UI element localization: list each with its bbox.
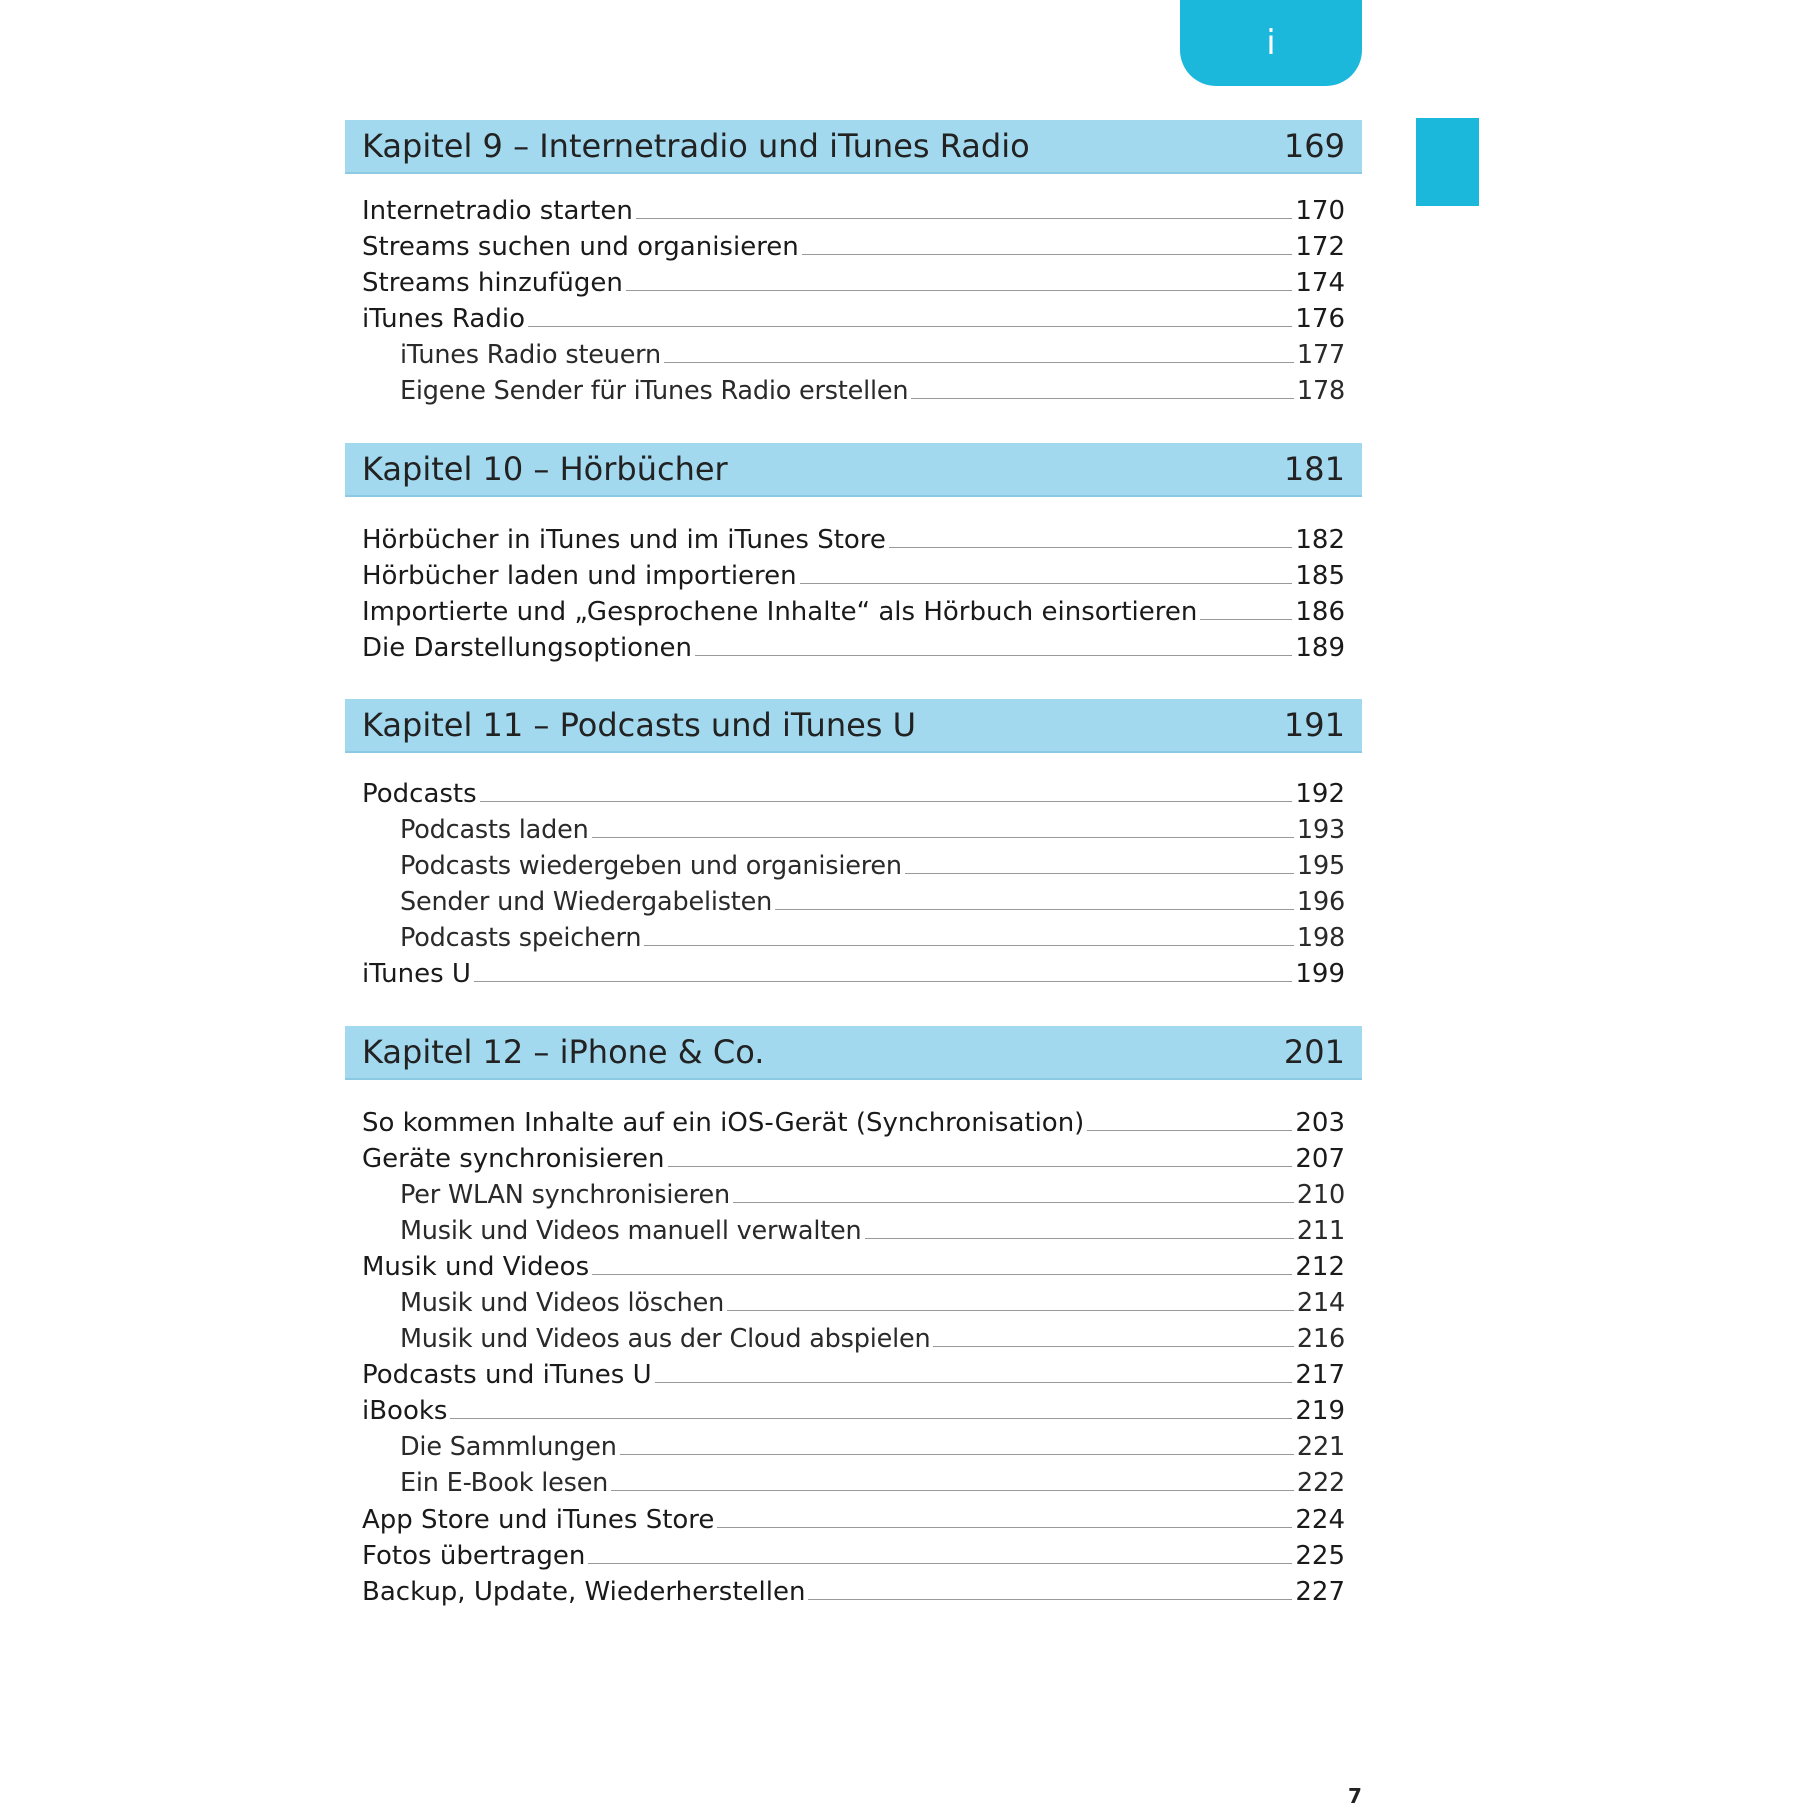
entry-title: Podcasts wiedergeben und organisieren <box>400 851 902 882</box>
toc-subentry[interactable] <box>362 887 1345 923</box>
toc-entry[interactable] <box>362 597 1345 633</box>
toc-subentry[interactable] <box>362 1288 1345 1324</box>
entry-page: 210 <box>1296 1179 1345 1210</box>
chapter-header[interactable] <box>345 699 1362 753</box>
toc-entry[interactable] <box>362 525 1345 561</box>
dot-leader <box>889 547 1292 548</box>
toc-subentry[interactable] <box>362 340 1345 376</box>
dot-leader <box>800 583 1293 584</box>
entry-page: 216 <box>1296 1324 1345 1355</box>
toc-entry[interactable] <box>362 1108 1345 1144</box>
side-thumb-marker <box>1416 118 1479 206</box>
toc-subentry[interactable] <box>362 1468 1345 1504</box>
dot-leader <box>588 1563 1292 1564</box>
entry-title: Hörbücher in iTunes und im iTunes Store <box>362 524 886 555</box>
chapter-12 <box>345 1026 1362 1643</box>
entry-title: Eigene Sender für iTunes Radio erstellen <box>400 376 909 407</box>
entry-page: 170 <box>1295 196 1345 226</box>
entry-title: Importierte und „Gesprochene Inhalte“ als Hörbuch einsortieren <box>362 596 1198 627</box>
dot-leader <box>1087 1130 1292 1131</box>
entry-title: Podcasts und iTunes U <box>362 1360 652 1391</box>
entry-title: Die Darstellungsoptionen <box>362 632 693 663</box>
entry-title: Musik und Videos manuell verwalten <box>400 1215 862 1246</box>
chapter-page: 169 <box>1283 127 1345 165</box>
entry-title: Musik und Videos <box>362 1251 590 1282</box>
entry-page: 217 <box>1295 1360 1345 1391</box>
dot-leader <box>717 1527 1292 1528</box>
entry-title: Streams suchen und organisieren <box>362 232 799 263</box>
entry-title: iTunes Radio steuern <box>400 340 661 371</box>
chapter-title: Kapitel 12 – iPhone & Co. <box>362 1032 765 1071</box>
entry-title: Ein E-Book lesen <box>400 1468 609 1499</box>
toc-entry[interactable] <box>362 1505 1345 1541</box>
dot-leader <box>733 1202 1294 1203</box>
toc-entry[interactable] <box>362 196 1345 232</box>
dot-leader <box>480 801 1293 802</box>
entry-title: Per WLAN synchronisieren <box>400 1179 730 1210</box>
chapter-page: 191 <box>1283 705 1345 744</box>
entry-page: 186 <box>1295 596 1345 627</box>
dot-leader <box>1200 619 1292 620</box>
entry-title: iTunes Radio <box>362 304 525 335</box>
toc-entry[interactable] <box>362 779 1345 815</box>
toc-entry[interactable] <box>362 561 1345 597</box>
toc-entry[interactable] <box>362 959 1345 995</box>
entry-page: 221 <box>1296 1432 1345 1463</box>
toc-entry[interactable] <box>362 1577 1345 1613</box>
chapter-header[interactable] <box>345 443 1362 497</box>
entry-title: Hörbücher laden und importieren <box>362 560 797 591</box>
dot-leader <box>626 290 1293 291</box>
entry-title: Streams hinzufügen <box>362 268 623 299</box>
entry-title: Fotos übertragen <box>362 1540 586 1571</box>
entry-title: Die Sammlungen <box>400 1432 617 1463</box>
entry-page: 172 <box>1295 232 1345 263</box>
dot-leader <box>644 945 1294 946</box>
entry-page: 182 <box>1295 524 1345 555</box>
entry-title: Podcasts <box>362 778 477 809</box>
entry-page: 195 <box>1296 851 1345 882</box>
dot-leader <box>695 655 1292 656</box>
page-number: 7 <box>1348 1784 1362 1808</box>
entry-page: 192 <box>1295 778 1345 809</box>
dot-leader <box>802 254 1293 255</box>
entry-page: 193 <box>1296 815 1345 846</box>
section-tab: i <box>1180 0 1362 86</box>
entry-page: 177 <box>1296 340 1345 371</box>
entry-title: App Store und iTunes Store <box>362 1504 715 1535</box>
chapter-page: 181 <box>1283 449 1345 488</box>
chapter-10 <box>345 443 1362 699</box>
entry-title: Podcasts speichern <box>400 923 642 954</box>
toc-subentry[interactable] <box>362 851 1345 887</box>
entry-title: iTunes U <box>362 959 471 990</box>
entry-page: 212 <box>1295 1251 1345 1282</box>
entry-page: 176 <box>1295 304 1345 335</box>
entry-page: 196 <box>1296 887 1345 918</box>
entry-title: Musik und Videos löschen <box>400 1287 725 1318</box>
entry-page: 219 <box>1295 1396 1345 1427</box>
toc-entry[interactable] <box>362 1252 1345 1288</box>
toc-subentry[interactable] <box>362 923 1345 959</box>
entry-page: 211 <box>1296 1215 1345 1246</box>
entry-title: Podcasts laden <box>400 815 589 846</box>
chapter-title: Kapitel 10 – Hörbücher <box>362 449 728 488</box>
dot-leader <box>911 398 1294 399</box>
toc-subentry[interactable] <box>362 1180 1345 1216</box>
entry-page: 224 <box>1295 1504 1345 1535</box>
dot-leader <box>664 362 1294 363</box>
dot-leader <box>775 909 1294 910</box>
entry-page: 207 <box>1295 1143 1345 1174</box>
entry-title: Musik und Videos aus der Cloud abspielen <box>400 1324 931 1355</box>
chapter-title: Kapitel 11 – Podcasts und iTunes U <box>362 705 917 744</box>
entry-title: iBooks <box>362 1396 448 1427</box>
toc-entry[interactable] <box>362 268 1345 304</box>
toc-entry[interactable] <box>362 633 1345 669</box>
entry-page: 203 <box>1295 1107 1345 1138</box>
dot-leader <box>865 1238 1294 1239</box>
chapter-11 <box>345 699 1362 1026</box>
entry-page: 174 <box>1295 268 1345 299</box>
toc-subentry[interactable] <box>362 815 1345 851</box>
chapter-9 <box>345 120 1362 443</box>
chapter-header[interactable] <box>345 120 1362 174</box>
dot-leader <box>528 326 1292 327</box>
entry-title: So kommen Inhalte auf ein iOS-Gerät (Synchronisation) <box>362 1107 1085 1138</box>
entry-page: 189 <box>1295 632 1345 663</box>
entry-title: Backup, Update, Wiederherstellen <box>362 1576 806 1607</box>
dot-leader <box>620 1454 1294 1455</box>
dot-leader <box>474 981 1292 982</box>
toc-subentry[interactable] <box>362 1216 1345 1252</box>
toc-entry[interactable] <box>362 304 1345 340</box>
entry-page: 199 <box>1295 959 1345 990</box>
entry-title: Geräte synchronisieren <box>362 1143 665 1174</box>
dot-leader <box>636 218 1293 219</box>
chapter-header[interactable] <box>345 1026 1362 1080</box>
chapter-page: 201 <box>1283 1032 1345 1071</box>
toc-entry[interactable] <box>362 1144 1345 1180</box>
dot-leader <box>450 1418 1292 1419</box>
entry-page: 178 <box>1296 376 1345 407</box>
table-of-contents <box>345 120 1362 1643</box>
dot-leader <box>655 1382 1293 1383</box>
toc-entry[interactable] <box>362 1541 1345 1577</box>
toc-subentry[interactable] <box>362 1432 1345 1468</box>
entry-page: 198 <box>1296 923 1345 954</box>
entry-page: 222 <box>1296 1468 1345 1499</box>
toc-subentry[interactable] <box>362 376 1345 412</box>
toc-entry[interactable] <box>362 1396 1345 1432</box>
entry-page: 227 <box>1295 1576 1345 1607</box>
toc-entry[interactable] <box>362 232 1345 268</box>
entry-page: 225 <box>1295 1540 1345 1571</box>
toc-entry[interactable] <box>362 1360 1345 1396</box>
chapter-title: Kapitel 9 – Internetradio und iTunes Radio <box>362 127 1030 165</box>
entry-page: 185 <box>1295 560 1345 591</box>
dot-leader <box>592 837 1294 838</box>
dot-leader <box>808 1599 1292 1600</box>
toc-subentry[interactable] <box>362 1324 1345 1360</box>
dot-leader <box>668 1166 1293 1167</box>
entry-title: Sender und Wiedergabelisten <box>400 887 773 918</box>
dot-leader <box>727 1310 1294 1311</box>
dot-leader <box>905 873 1294 874</box>
dot-leader <box>611 1490 1294 1491</box>
entry-page: 214 <box>1296 1287 1345 1318</box>
entry-title: Internetradio starten <box>362 196 633 226</box>
dot-leader <box>592 1274 1292 1275</box>
dot-leader <box>933 1346 1293 1347</box>
